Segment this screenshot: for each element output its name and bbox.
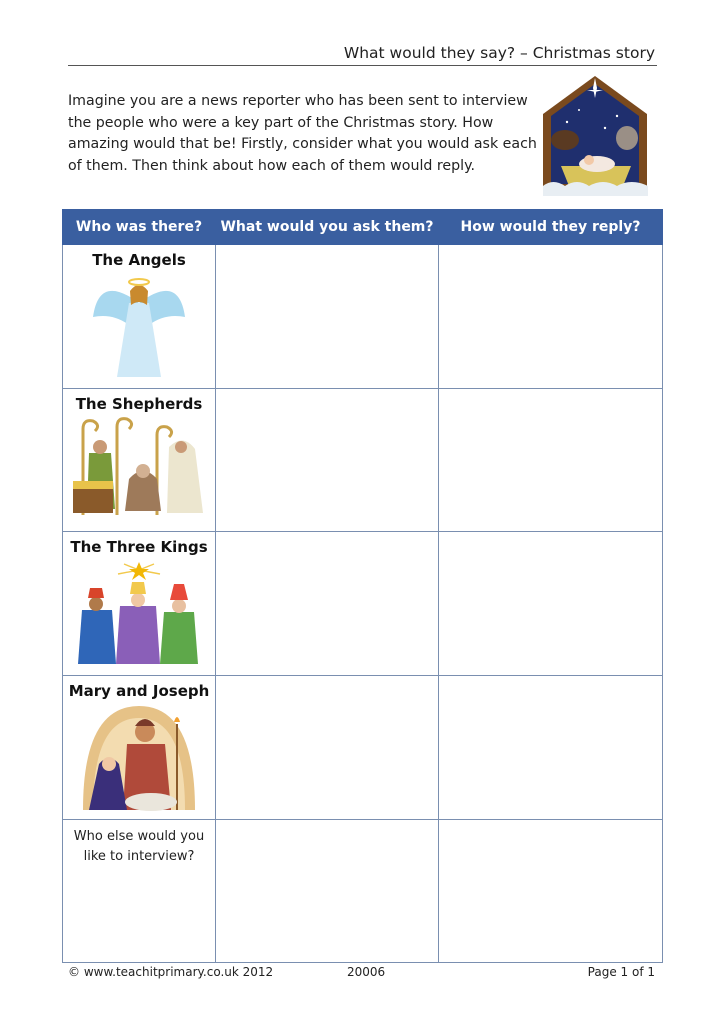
answer-cell[interactable]: [439, 245, 663, 389]
row-label-three-kings: The Three Kings: [70, 538, 208, 556]
intro-paragraph: Imagine you are a news reporter who has been sent to interview the people who were a key part of the Christmas story. How amazing would that be! Firstly, consider what you would ask each of them. Then think about how each of them would reply.: [68, 93, 537, 174]
answer-cell[interactable]: [216, 820, 439, 963]
who-cell-three-kings: [63, 532, 216, 676]
answer-cell[interactable]: [216, 532, 439, 676]
table-row: [63, 245, 663, 389]
who-cell-mary-joseph: [63, 676, 216, 820]
footer-page-number: Page 1 of 1: [587, 965, 655, 979]
answer-cell[interactable]: [216, 676, 439, 820]
row-label-mary-joseph: Mary and Joseph: [68, 682, 210, 700]
answer-cell[interactable]: [439, 389, 663, 532]
angel-illustration: [89, 273, 189, 379]
three-kings-illustration: [74, 560, 204, 668]
shepherds-illustration: [71, 417, 207, 517]
nativity-stable-illustration: [543, 74, 648, 196]
answer-cell[interactable]: [439, 532, 663, 676]
answer-cell[interactable]: [216, 245, 439, 389]
table-row: [63, 532, 663, 676]
row-label-angels: The Angels: [92, 251, 186, 269]
footer-resource-code: 20006: [347, 965, 386, 979]
row-label-shepherds: The Shepherds: [75, 395, 203, 413]
table-row: [63, 820, 663, 963]
table-row: [63, 676, 663, 820]
column-header-reply: How would they reply?: [439, 210, 663, 245]
who-cell-shepherds: [63, 389, 216, 532]
answer-cell[interactable]: [439, 676, 663, 820]
footer-copyright: © www.teachitprimary.co.uk 2012: [68, 965, 274, 979]
interview-table: [62, 209, 663, 963]
answer-cell[interactable]: [216, 389, 439, 532]
answer-cell[interactable]: [439, 820, 663, 963]
who-cell-who-else: [63, 820, 216, 963]
who-cell-angels: [63, 245, 216, 389]
header-divider: [68, 65, 657, 66]
column-header-who: Who was there?: [63, 210, 216, 245]
column-header-ask: What would you ask them?: [216, 210, 439, 245]
worksheet-title: What would they say? – Christmas story: [343, 44, 655, 62]
mary-joseph-illustration: [79, 704, 199, 812]
table-row: [63, 389, 663, 532]
row-label-who-else: Who else would you like to interview?: [73, 829, 205, 864]
